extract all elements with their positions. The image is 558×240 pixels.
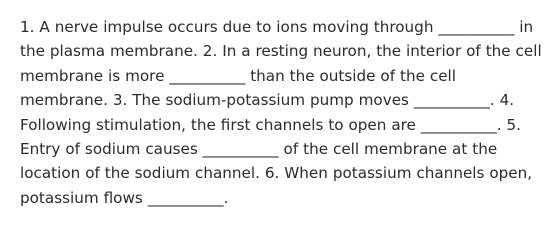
- question-paragraph: 1. A nerve impulse occurs due to ions moving through __________ in the plasma membrane. 2. In a resting neuron, the interior of the cell membrane is more __________ than the outside of the cell membrane. 3. The sodium-potassium pump moves __________. 4. Following stimulation, the first channels to open are __________. 5. Entry of sodium causes __________ of the cell membrane at the location of the sodium channel. 6. When potassium channels open, potassium flows __________.: [20, 18, 542, 207]
